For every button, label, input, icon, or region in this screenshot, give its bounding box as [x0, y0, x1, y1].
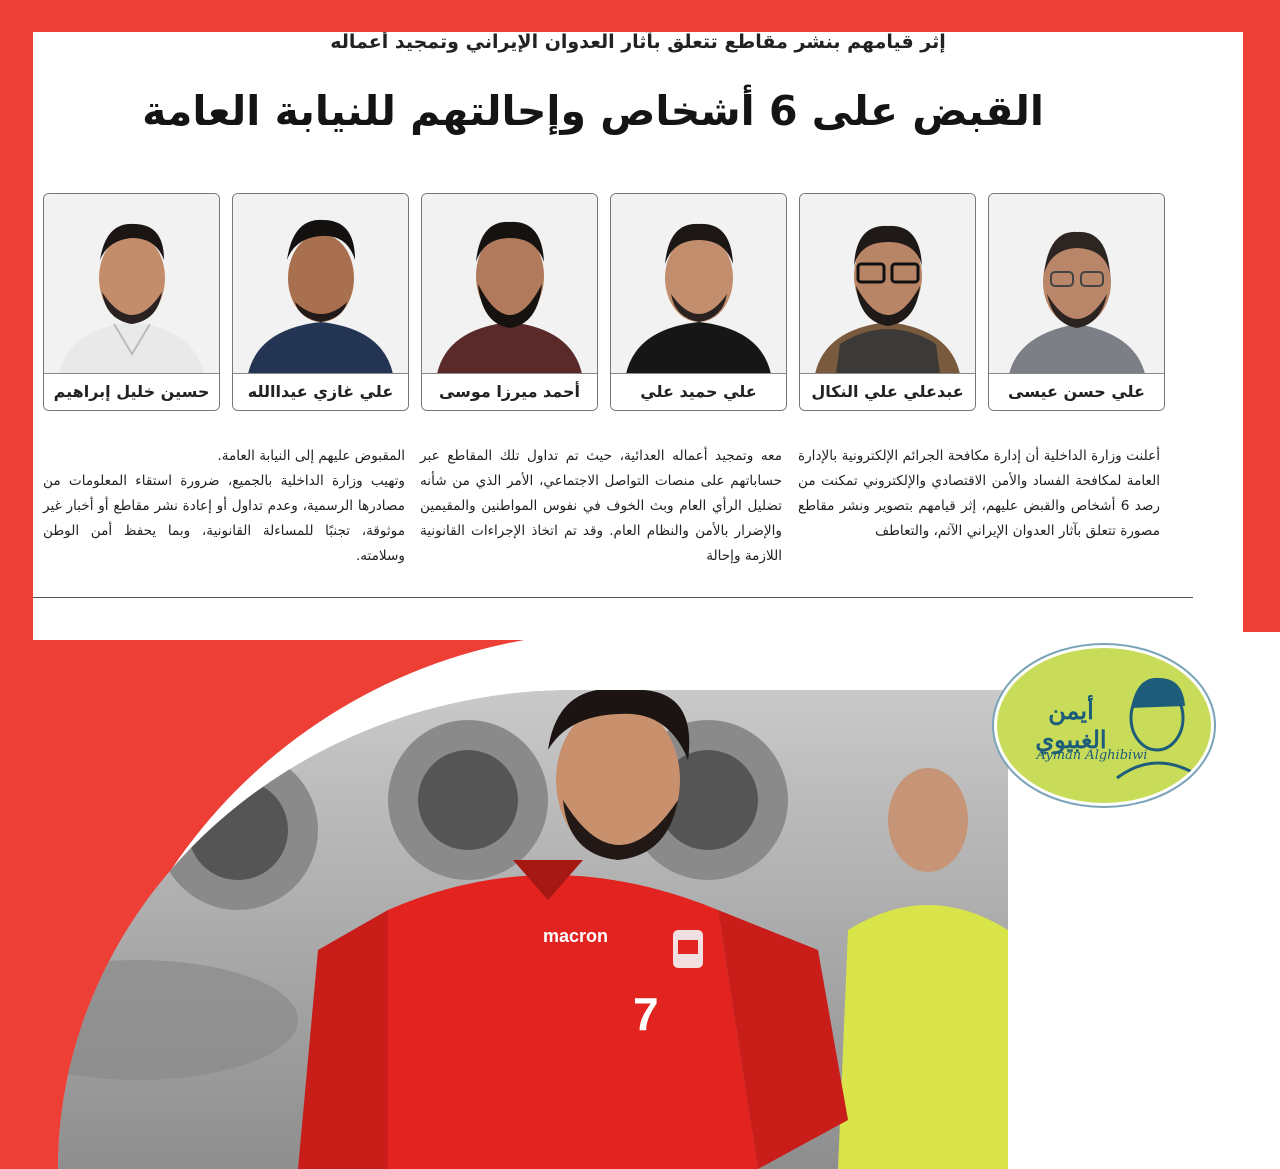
suspect-photo [800, 194, 975, 374]
suspect-card [232, 193, 409, 411]
logo-latin-text: Ayman Alghibiwi [1036, 748, 1148, 763]
suspect-photo [422, 194, 597, 374]
suspect-photo [233, 194, 408, 374]
suspect-card [610, 193, 787, 411]
article-paragraph: وتهيب وزارة الداخلية بالجميع، ضرورة استقاء المعلومات من مصادرها الرسمية، وعدم تداول أو إعادة نشر مقاطع أو أخبار غير موثوقة، تجنبًا للمساءلة القانونية، وبما يحفظ أمن الوطن وسلامته. [43, 473, 405, 564]
player-photo-graphic [58, 690, 1008, 1169]
article-column-2 [420, 444, 782, 569]
article-paragraph: أعلنت وزارة الداخلية أن إدارة مكافحة الجرائم الإلكترونية بالإدارة العامة لمكافحة الفساد والأمن الاقتصادي والإلكتروني تمكنت من رصد 6 أشخاص والقبض عليهم، إثر قيامهم بتصوير ونشر مقاطع مصورة تتعلق بآثار العدوان الإيراني الآثم، والتعاطف [798, 448, 1160, 539]
suspect-card [43, 193, 220, 411]
brand-logo [994, 645, 1214, 806]
suspect-card [988, 193, 1165, 411]
suspect-name: حسين خليل إبراهيم [44, 373, 219, 410]
article-kicker: إثر قيامهم بنشر مقاطع تتعلق بآثار العدوان الإيراني وتمجيد أعماله [330, 32, 946, 53]
suspect-name: عبدعلي علي النكال [800, 373, 975, 410]
suspect-photo [611, 194, 786, 374]
suspect-photo [44, 194, 219, 374]
suspect-name: أحمد ميرزا موسى [422, 373, 597, 410]
suspect-name: علي حسن عيسى [989, 373, 1164, 410]
suspect-photo [989, 194, 1164, 374]
suspect-card [799, 193, 976, 411]
suspect-name: علي غازي عيداالله [233, 373, 408, 410]
jersey-number: 7 [633, 988, 659, 1040]
suspect-card [421, 193, 598, 411]
article-column-1 [798, 444, 1160, 544]
jersey-brand: macron [543, 926, 609, 946]
player-photo [58, 690, 1008, 1169]
divider-rule [33, 597, 1193, 598]
article-paragraph: المقبوض عليهم إلى النيابة العامة. [217, 448, 405, 464]
suspect-name: علي حميد علي [611, 373, 786, 410]
logo-arabic-text: أيمن الغبيوي [1035, 696, 1107, 754]
newspaper-clipping [33, 32, 1243, 640]
article-paragraph: معه وتمجيد أعماله العدائية، حيث تم تداول تلك المقاطع عبر حساباتهم على منصات التواصل الاجتماعي، الأمر الذي من شأنه تضليل الرأي العام وبث الخوف في نفوس المواطنين والمقيمين والإضرار بالأمن والنظام العام. وقد تم اتخاذ الإجراءات القانونية اللازمة وإحالة [420, 448, 782, 564]
article-headline: القبض على 6 أشخاص وإحالتهم للنيابة العامة [142, 87, 1044, 135]
article-column-3 [43, 444, 405, 569]
